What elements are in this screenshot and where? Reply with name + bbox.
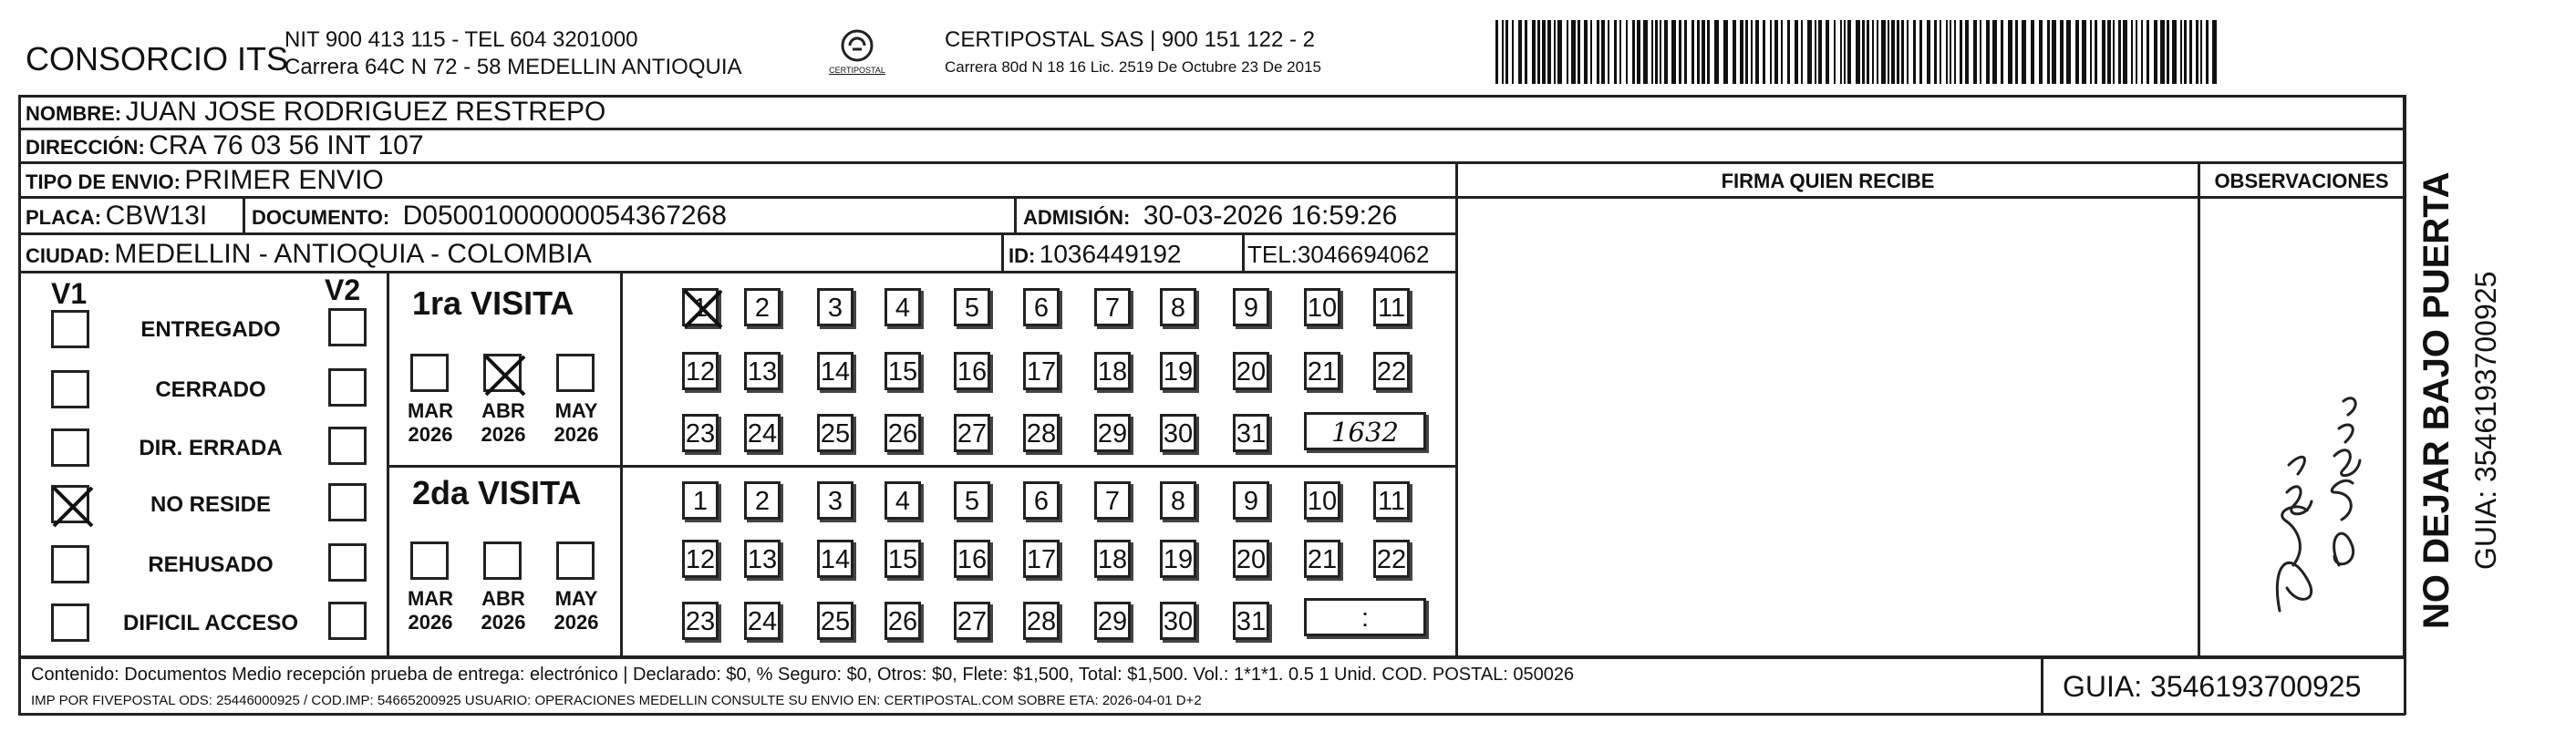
barcode-bar xyxy=(1608,20,1609,84)
barcode-bar xyxy=(1934,20,1937,84)
second-visit-month-abr[interactable] xyxy=(483,542,522,580)
barcode-bar xyxy=(1877,20,1878,84)
documento-row xyxy=(252,198,727,232)
barcode-bar xyxy=(2008,20,2012,84)
first-visit-day[interactable]: 22 xyxy=(1373,352,1410,390)
courier-logo-text: CERTIPOSTAL xyxy=(829,66,885,75)
barcode-bar xyxy=(2196,20,2198,84)
first-visit-month-mar[interactable] xyxy=(410,354,449,392)
first-visit-day[interactable]: 30 xyxy=(1160,414,1196,452)
barcode-bar xyxy=(1697,20,1700,84)
second-visit-day[interactable]: 7 xyxy=(1094,481,1131,520)
nombre-value: JUAN JOSE RODRIGUEZ RESTREPO xyxy=(125,97,606,127)
first-visit-title: 1ra VISITA xyxy=(412,284,574,322)
barcode-bar xyxy=(1679,20,1681,84)
barcode-bar xyxy=(1619,20,1621,84)
barcode-bar xyxy=(2136,20,2137,84)
v1-checkbox-no-reside[interactable] xyxy=(51,485,89,523)
company-address: Carrera 64C N 72 - 58 MEDELLIN ANTIOQUIA xyxy=(284,55,742,79)
direccion-label: DIRECCIÓN: xyxy=(26,136,145,159)
barcode-bar xyxy=(1567,20,1568,84)
company-name: CONSORCIO ITS xyxy=(26,40,289,77)
second-visit-day[interactable]: 13 xyxy=(744,540,781,578)
placa-row xyxy=(26,198,207,232)
barcode xyxy=(1495,20,2225,86)
barcode-bar xyxy=(1927,20,1930,84)
month-label: MAR 2026 xyxy=(407,587,454,634)
first-visit-day[interactable]: 26 xyxy=(885,414,921,452)
barcode-bar xyxy=(1502,20,1504,84)
barcode-bar xyxy=(1960,20,1962,84)
barcode-bar xyxy=(1834,20,1836,84)
second-visit-day[interactable]: 14 xyxy=(817,540,853,578)
barcode-bar xyxy=(2184,20,2187,84)
barcode-bar xyxy=(1723,20,1728,84)
barcode-bar xyxy=(2167,20,2169,84)
footer-guia: GUIA: 3546193700925 xyxy=(2063,670,2362,703)
barcode-bar xyxy=(2052,20,2056,84)
barcode-bar xyxy=(2206,20,2209,84)
side-warning: NO DEJAR BAJO PUERTA xyxy=(2416,171,2457,629)
first-visit-day[interactable]: 19 xyxy=(1160,352,1196,390)
tipo-value: PRIMER ENVIO xyxy=(184,165,384,195)
month-label: MAR 2026 xyxy=(407,399,454,446)
barcode-bar xyxy=(2031,20,2034,84)
barcode-bar xyxy=(1614,20,1617,84)
v2-checkbox-entregado[interactable] xyxy=(328,308,367,346)
placa-value: CBW13I xyxy=(105,201,208,231)
second-visit-day[interactable]: 24 xyxy=(744,602,781,640)
first-visit-day[interactable]: 2 xyxy=(744,288,781,326)
v1-checkbox-dir-errada[interactable] xyxy=(51,428,89,467)
id-value: 1036449192 xyxy=(1039,240,1182,268)
barcode-bar xyxy=(2001,20,2003,84)
barcode-bar xyxy=(1518,20,1522,84)
barcode-bar xyxy=(1795,20,1798,84)
id-row xyxy=(1009,235,1182,271)
barcode-bar xyxy=(1651,20,1653,84)
barcode-bar xyxy=(1632,20,1635,84)
id-label: ID: xyxy=(1009,244,1036,267)
barcode-bar xyxy=(1781,20,1783,84)
second-visit-month-mar[interactable] xyxy=(410,542,449,580)
second-visit-day[interactable]: 5 xyxy=(954,481,990,520)
second-visit-day[interactable]: 30 xyxy=(1160,602,1196,640)
barcode-bar xyxy=(1590,20,1592,84)
barcode-bar xyxy=(2060,20,2064,84)
barcode-bar xyxy=(1691,20,1694,84)
barcode-bar xyxy=(1801,20,1803,84)
status-label: DIFICIL ACCESO xyxy=(122,611,298,635)
second-visit-day[interactable]: 17 xyxy=(1023,540,1060,578)
second-visit-day[interactable]: 29 xyxy=(1094,602,1131,640)
barcode-bar xyxy=(1655,20,1658,84)
tel-row xyxy=(1247,235,1430,271)
barcode-bar xyxy=(1755,20,1759,84)
tel-label: TEL: xyxy=(1247,241,1298,268)
barcode-bar xyxy=(1578,20,1580,84)
barcode-bar xyxy=(2022,20,2026,84)
second-visit-day[interactable]: 21 xyxy=(1304,540,1340,578)
barcode-bar xyxy=(2039,20,2043,84)
courier-address: Carrera 80d N 18 16 Lic. 2519 De Octubre 23 De 2015 xyxy=(945,58,1321,76)
first-visit-day[interactable]: 15 xyxy=(885,352,921,390)
barcode-bar xyxy=(1714,20,1719,84)
documento-value: D05001000000054367268 xyxy=(402,201,727,231)
first-visit-day[interactable]: 25 xyxy=(817,414,853,452)
barcode-bar xyxy=(1897,20,1899,84)
status-label: NO RESIDE xyxy=(150,492,272,517)
v1-checkbox-entregado[interactable] xyxy=(51,310,89,348)
barcode-bar xyxy=(1980,20,1981,84)
v2-label: V2 xyxy=(325,273,361,306)
v2-checkbox-no-reside[interactable] xyxy=(328,483,367,521)
barcode-bar xyxy=(2189,20,2192,84)
barcode-bar xyxy=(1826,20,1829,84)
barcode-bar xyxy=(1495,20,1498,84)
second-visit-day[interactable]: 22 xyxy=(1373,540,1410,578)
barcode-bar xyxy=(2118,20,2121,84)
barcode-bar xyxy=(1919,20,1922,84)
second-visit-day[interactable]: 15 xyxy=(885,540,921,578)
second-visit-day[interactable]: 28 xyxy=(1023,602,1060,640)
barcode-bar xyxy=(1847,20,1851,84)
barcode-bar xyxy=(2095,20,2097,84)
second-visit-day[interactable]: 4 xyxy=(885,481,921,520)
barcode-bar xyxy=(1940,20,1941,84)
second-visit-day[interactable]: 12 xyxy=(682,540,719,578)
courier-name: CERTIPOSTAL SAS | 900 151 122 - 2 xyxy=(945,27,1315,52)
second-visit-day[interactable]: 9 xyxy=(1233,481,1269,520)
barcode-bar xyxy=(2147,20,2149,84)
admision-label: ADMISIÓN: xyxy=(1023,206,1131,229)
ciudad-value: MEDELLIN - ANTIOQUIA - COLOMBIA xyxy=(114,239,592,269)
barcode-bar xyxy=(1946,20,1948,84)
v1-checkbox-cerrado[interactable] xyxy=(51,370,89,408)
barcode-bar xyxy=(1913,20,1916,84)
status-label: CERRADO xyxy=(155,377,266,402)
barcode-bar xyxy=(1505,20,1508,84)
barcode-bar xyxy=(1660,20,1661,84)
barcode-bar xyxy=(1986,20,1990,84)
barcode-bar xyxy=(2066,20,2071,84)
barcode-bar xyxy=(1907,20,1909,84)
barcode-bar xyxy=(2160,20,2165,84)
x-mark-icon xyxy=(481,351,530,400)
firma-label: FIRMA QUIEN RECIBE xyxy=(1721,170,1935,192)
second-visit-day[interactable]: 18 xyxy=(1094,540,1131,578)
ciudad-row xyxy=(26,235,592,271)
first-visit-day[interactable]: 10 xyxy=(1304,288,1340,326)
barcode-bar xyxy=(1643,20,1648,84)
barcode-bar xyxy=(2113,20,2115,84)
barcode-bar xyxy=(2123,20,2127,84)
second-visit-day[interactable]: 16 xyxy=(954,540,990,578)
barcode-bar xyxy=(1733,20,1736,84)
barcode-bar xyxy=(2172,20,2177,84)
barcode-bar xyxy=(1554,20,1556,84)
second-visit-month-may[interactable] xyxy=(556,542,595,580)
barcode-bar xyxy=(2107,20,2111,84)
barcode-bar xyxy=(1818,20,1822,84)
first-visit-day[interactable]: 28 xyxy=(1023,414,1060,452)
barcode-bar xyxy=(1584,20,1588,84)
barcode-bar xyxy=(1844,20,1846,84)
documento-label: DOCUMENTO: xyxy=(252,206,390,229)
first-visit-day[interactable]: 23 xyxy=(682,414,719,452)
barcode-bar xyxy=(1881,20,1886,84)
first-visit-day[interactable]: 20 xyxy=(1233,352,1269,390)
second-visit-day[interactable]: 3 xyxy=(817,481,853,520)
status-label: ENTREGADO xyxy=(140,317,281,342)
barcode-bar xyxy=(1664,20,1668,84)
first-visit-day[interactable]: 29 xyxy=(1094,414,1131,452)
barcode-bar xyxy=(1965,20,1969,84)
first-visit-day[interactable]: 7 xyxy=(1094,288,1131,326)
v2-checkbox-dificil-acceso[interactable] xyxy=(328,602,367,640)
month-label: MAY 2026 xyxy=(553,399,599,446)
barcode-bar xyxy=(1954,20,1956,84)
observaciones-label: OBSERVACIONES xyxy=(2214,170,2389,192)
barcode-bar xyxy=(1787,20,1790,84)
second-visit-day[interactable]: 23 xyxy=(682,602,719,640)
second-visit-day[interactable]: 6 xyxy=(1023,481,1060,520)
barcode-bar xyxy=(1597,20,1599,84)
direccion-value: CRA 76 03 56 INT 107 xyxy=(149,130,424,160)
barcode-bar xyxy=(1867,20,1869,84)
barcode-bar xyxy=(1992,20,1997,84)
barcode-bar xyxy=(2082,20,2086,84)
first-visit-day[interactable]: 24 xyxy=(744,414,781,452)
barcode-bar xyxy=(2015,20,2018,84)
month-label: MAY 2026 xyxy=(553,587,599,634)
barcode-bar xyxy=(1856,20,1860,84)
barcode-bar xyxy=(1537,20,1540,84)
footer-content: Contenido: Documentos Medio recepción prueba de entrega: electrónico | Declarado: $0, % Seguro: $0, Otros: $0, Flete: $1,500, Total: $1,500. Vol.: 1*1*1. 0.5 1 Unid. COD. POSTAL: 050026 xyxy=(31,665,1575,685)
month-label: ABR 2026 xyxy=(481,587,526,634)
first-visit-month-abr[interactable] xyxy=(483,354,522,392)
second-visit-day[interactable]: 1 xyxy=(682,481,719,520)
first-visit-day[interactable]: 6 xyxy=(1023,288,1060,326)
first-visit-day[interactable]: 9 xyxy=(1233,288,1269,326)
barcode-bar xyxy=(1740,20,1743,84)
second-visit-title: 2da VISITA xyxy=(412,474,582,511)
barcode-bar xyxy=(1745,20,1748,84)
barcode-bar xyxy=(2047,20,2050,84)
second-visit-day[interactable]: 11 xyxy=(1373,481,1410,520)
first-visit-day[interactable]: 8 xyxy=(1160,288,1196,326)
barcode-bar xyxy=(1707,20,1710,84)
barcode-bar xyxy=(1751,20,1753,84)
barcode-bar xyxy=(1770,20,1772,84)
barcode-bar xyxy=(1840,20,1842,84)
admision-row xyxy=(1023,198,1397,232)
barcode-bar xyxy=(1807,20,1812,84)
courier-logo xyxy=(825,27,889,78)
first-visit-day[interactable]: 16 xyxy=(954,352,990,390)
side-guia: GUIA: 3546193700925 xyxy=(2469,271,2502,570)
second-visit-day[interactable]: 25 xyxy=(817,602,853,640)
barcode-bar xyxy=(1815,20,1816,84)
tel-value: 3046694062 xyxy=(1297,241,1430,268)
barcode-bar xyxy=(1774,20,1778,84)
barcode-bar xyxy=(1542,20,1546,84)
barcode-bar xyxy=(2075,20,2079,84)
barcode-bar xyxy=(1950,20,1951,84)
first-visit-month-may[interactable] xyxy=(556,354,595,392)
second-visit-day[interactable]: 2 xyxy=(744,481,781,520)
barcode-bar xyxy=(2154,20,2157,84)
barcode-bar xyxy=(1626,20,1628,84)
barcode-bar xyxy=(2180,20,2182,84)
first-visit-day[interactable]: 4 xyxy=(885,288,921,326)
barcode-bar xyxy=(1557,20,1562,84)
barcode-bar xyxy=(1763,20,1765,84)
second-visit-time[interactable]: : xyxy=(1304,598,1426,636)
barcode-bar xyxy=(1973,20,1977,84)
barcode-bar xyxy=(1702,20,1705,84)
first-visit-day[interactable]: 12 xyxy=(682,352,719,390)
first-visit-day[interactable]: 21 xyxy=(1304,352,1340,390)
barcode-bar xyxy=(1901,20,1904,84)
admision-value: 30-03-2026 16:59:26 xyxy=(1143,201,1398,231)
second-visit-day[interactable]: 20 xyxy=(1233,540,1269,578)
nombre-label: NOMBRE: xyxy=(26,102,122,125)
nombre-row xyxy=(26,95,605,128)
barcode-bar xyxy=(2090,20,2092,84)
barcode-bar xyxy=(1862,20,1865,84)
first-visit-day[interactable]: 13 xyxy=(744,352,781,390)
first-visit-day[interactable]: 3 xyxy=(817,288,853,326)
tipo-row xyxy=(26,162,384,196)
barcode-bar xyxy=(2141,20,2143,84)
first-visit-day[interactable]: 31 xyxy=(1233,414,1269,452)
v2-checkbox-rehusado[interactable] xyxy=(328,543,367,582)
v2-checkbox-dir-errada[interactable] xyxy=(328,427,367,465)
x-mark-icon xyxy=(679,285,727,333)
barcode-bar xyxy=(1872,20,1874,84)
first-visit-day[interactable]: 1 xyxy=(682,288,719,326)
barcode-bar xyxy=(1512,20,1514,84)
second-visit-day[interactable]: 27 xyxy=(954,602,990,640)
v1-checkbox-rehusado[interactable] xyxy=(51,545,89,583)
status-label: DIR. ERRADA xyxy=(139,436,283,460)
barcode-bar xyxy=(1532,20,1536,84)
barcode-bar xyxy=(1891,20,1895,84)
month-label: ABR 2026 xyxy=(481,399,526,446)
second-visit-day[interactable]: 31 xyxy=(1233,602,1269,640)
handwritten-signature xyxy=(2243,219,2380,620)
company-nit: NIT 900 413 115 - TEL 604 3201000 xyxy=(284,27,638,52)
barcode-bar xyxy=(1671,20,1676,84)
barcode-bar xyxy=(2212,20,2217,84)
first-visit-day[interactable]: 5 xyxy=(954,288,990,326)
second-visit-day[interactable]: 26 xyxy=(885,602,921,640)
barcode-bar xyxy=(1525,20,1527,84)
first-visit-day[interactable]: 27 xyxy=(954,414,990,452)
x-mark-icon xyxy=(48,482,98,531)
second-visit-day[interactable]: 8 xyxy=(1160,481,1196,520)
barcode-bar xyxy=(2102,20,2105,84)
v1-checkbox-dificil-acceso[interactable] xyxy=(51,603,89,642)
ciudad-label: CIUDAD: xyxy=(26,244,110,267)
footer-imp: IMP POR FIVEPOSTAL ODS: 25446000925 / COD.IMP: 54665200925 USUARIO: OPERACIONES MEDELLIN CONSULTE SU ENVIO EN: CERTIPOSTAL.COM SOBRE ETA: 2026-04-01 D+2 xyxy=(31,693,1202,708)
first-visit-day[interactable]: 11 xyxy=(1373,288,1410,326)
placa-label: PLACA: xyxy=(26,206,102,229)
second-visit-day[interactable]: 19 xyxy=(1160,540,1196,578)
barcode-bar xyxy=(1601,20,1605,84)
status-label: REHUSADO xyxy=(148,552,274,577)
first-visit-day[interactable]: 14 xyxy=(817,352,853,390)
first-visit-time[interactable]: 1632 xyxy=(1304,412,1426,450)
barcode-bar xyxy=(2131,20,2133,84)
v2-checkbox-cerrado[interactable] xyxy=(328,368,367,407)
direccion-row xyxy=(26,129,424,161)
v1-label: V1 xyxy=(51,277,88,310)
barcode-bar xyxy=(2200,20,2202,84)
first-visit-day[interactable]: 18 xyxy=(1094,352,1131,390)
barcode-bar xyxy=(1637,20,1640,84)
barcode-bar xyxy=(1684,20,1687,84)
barcode-bar xyxy=(1888,20,1889,84)
tipo-label: TIPO DE ENVIO: xyxy=(26,170,181,193)
barcode-bar xyxy=(1571,20,1576,84)
first-visit-day[interactable]: 17 xyxy=(1023,352,1060,390)
second-visit-day[interactable]: 10 xyxy=(1304,481,1340,520)
barcode-bar xyxy=(1547,20,1551,84)
